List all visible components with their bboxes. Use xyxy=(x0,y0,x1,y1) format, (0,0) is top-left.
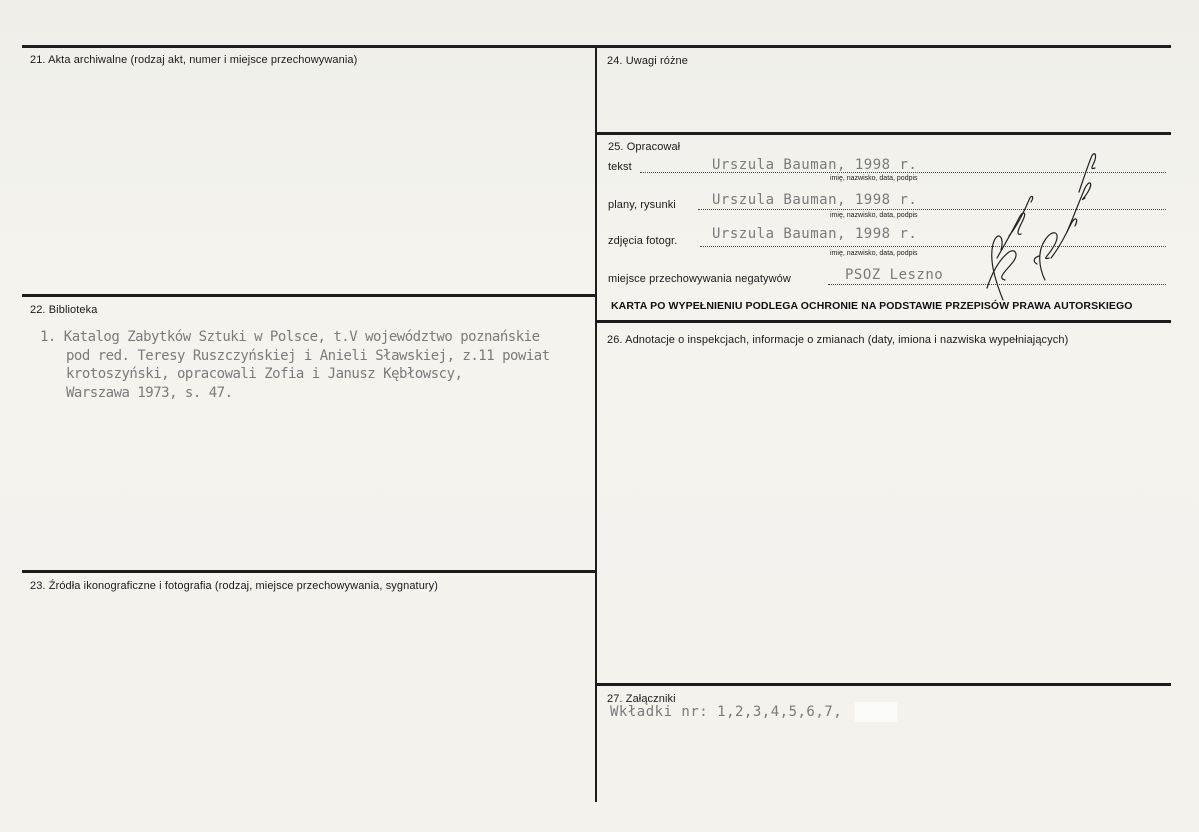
bibliography-entry xyxy=(40,328,600,402)
section-24-title: 24. Uwagi różne xyxy=(607,55,688,67)
row-label-text: tekst xyxy=(608,161,632,173)
handwritten-signature xyxy=(975,140,1105,305)
bibliography-line: 1. Katalog Zabytków Sztuki w Polsce, t.V województwo poznańskie xyxy=(40,329,540,345)
center-divider xyxy=(595,45,597,802)
negatives-value: PSOZ Leszno xyxy=(845,267,944,283)
rule-section-26 xyxy=(596,320,1171,323)
section-22-title: 22. Biblioteka xyxy=(30,304,98,316)
row-caption: imię, nazwisko, data, podpis xyxy=(830,212,918,219)
row-value-photos: Urszula Bauman, 1998 r. xyxy=(712,226,918,242)
section-26-title: 26. Adnotacje o inspekcjach, informacje o zmianach (daty, imiona i nazwiska wypełniających) xyxy=(607,334,1069,346)
section-25-title: 25. Opracował xyxy=(608,141,681,153)
section-21-title: 21. Akta archiwalne (rodzaj akt, numer i miejsce przechowywania) xyxy=(30,54,358,66)
row-caption: imię, nazwisko, data, podpis xyxy=(830,250,918,257)
row-value-plans: Urszula Bauman, 1998 r. xyxy=(712,192,918,208)
top-rule-right xyxy=(596,45,1171,48)
negatives-label: miejsce przechowywania negatywów xyxy=(608,273,791,285)
row-value-text: Urszula Bauman, 1998 r. xyxy=(712,157,918,173)
row-label-plans: plany, rysunki xyxy=(608,199,676,211)
rule-section-23 xyxy=(22,570,596,573)
row-caption: imię, nazwisko, data, podpis xyxy=(830,175,918,182)
bibliography-line: pod red. Teresy Ruszczyńskiej i Anieli Sławskiej, z.11 powiat xyxy=(66,347,550,364)
rule-section-22 xyxy=(22,294,596,297)
section-23-title: 23. Źródła ikonograficzne i fotografia (rodzaj, miejsce przechowywania, sygnatury) xyxy=(30,580,439,592)
correction-patch xyxy=(855,702,897,722)
row-label-photos: zdjęcia fotogr. xyxy=(608,235,678,247)
rule-section-27 xyxy=(596,683,1171,686)
bibliography-line: krotoszyński, opracowali Zofia i Janusz Kębłowscy, xyxy=(66,366,463,382)
section-27-title: 27. Załączniki xyxy=(607,693,676,705)
bibliography-line: Warszawa 1973, s. 47. xyxy=(66,384,233,401)
attachments-value: Wkładki nr: 1,2,3,4,5,6,7, xyxy=(610,704,843,720)
top-rule-left xyxy=(22,45,596,48)
rule-section-25 xyxy=(596,132,1171,135)
copyright-note: KARTA PO WYPEŁNIENIU PODLEGA OCHRONIE NA PODSTAWIE PRZEPISÓW PRAWA AUTORSKIEGO xyxy=(611,300,1133,312)
